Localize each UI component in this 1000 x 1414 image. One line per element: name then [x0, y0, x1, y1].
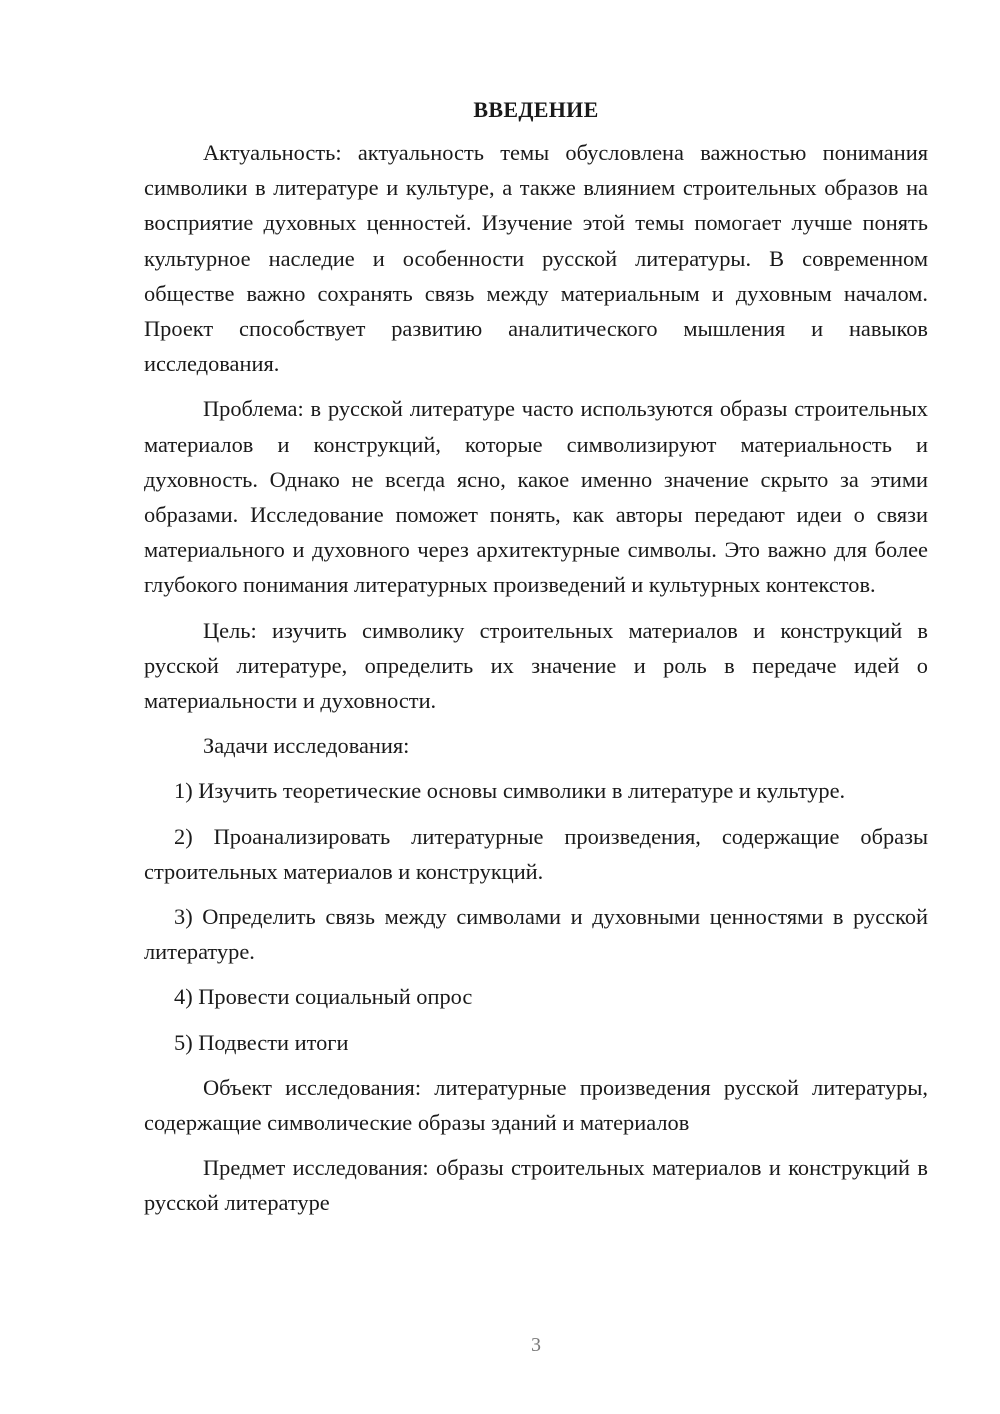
- task-item-3: 3) Определить связь между символами и духовными ценностями в русской литературе.: [144, 904, 928, 965]
- task-item-2: 2) Проанализировать литературные произведения, содержащие образы строительных материалов и конструкций.: [144, 823, 928, 884]
- paragraph-subject: Предмет исследования: образы строительных материалов и конструкций в русской литературе: [144, 1155, 928, 1216]
- task-item-5: 5) Подвести итоги: [174, 1029, 349, 1055]
- paragraph-object: Объект исследования: литературные произведения русской литературы, содержащие символические образы зданий и материалов: [144, 1074, 928, 1136]
- paragraph-goal: Цель: изучить символику строительных материалов и конструкций в русской литературе, определить их значение и роль в передаче идей о материальности и духовности.: [144, 617, 928, 714]
- task-item-4: 4) Провести социальный опрос: [174, 984, 473, 1010]
- task-item-1: 1) Изучить теоретические основы символики в литературе и культуре.: [174, 778, 846, 804]
- paragraph-problem: Проблема: в русской литературе часто используются образы строительных материалов и конструкций, которые символизируют материальность и духовность. Однако не всегда ясно, какое именно значение скрыто за этими образами. Исследование поможет понять, как авторы передают идеи о связи материального и духовного через архитектурные символы. Это важно для более глубокого понимания литературных произведений и культурных контекстов.: [144, 396, 928, 598]
- page-title: ВВЕДЕНИЕ: [473, 97, 599, 122]
- paragraph-relevance: Актуальность: актуальность темы обусловлена важностью понимания символики в литературе и культуре, а также влиянием строительных образов на восприятие духовных ценностей. Изучение этой темы помогает лучше понять культурное наследие и особенности русской литературы. В современном обществе важно сохранять связь между материальным и духовным началом. Проект способствует развитию аналитического мышления и навыков исследования.: [144, 140, 928, 377]
- document-page: [144, 95, 928, 1221]
- page-number: 3: [531, 1334, 541, 1356]
- paragraph-tasks-heading: Задачи исследования:: [203, 733, 410, 759]
